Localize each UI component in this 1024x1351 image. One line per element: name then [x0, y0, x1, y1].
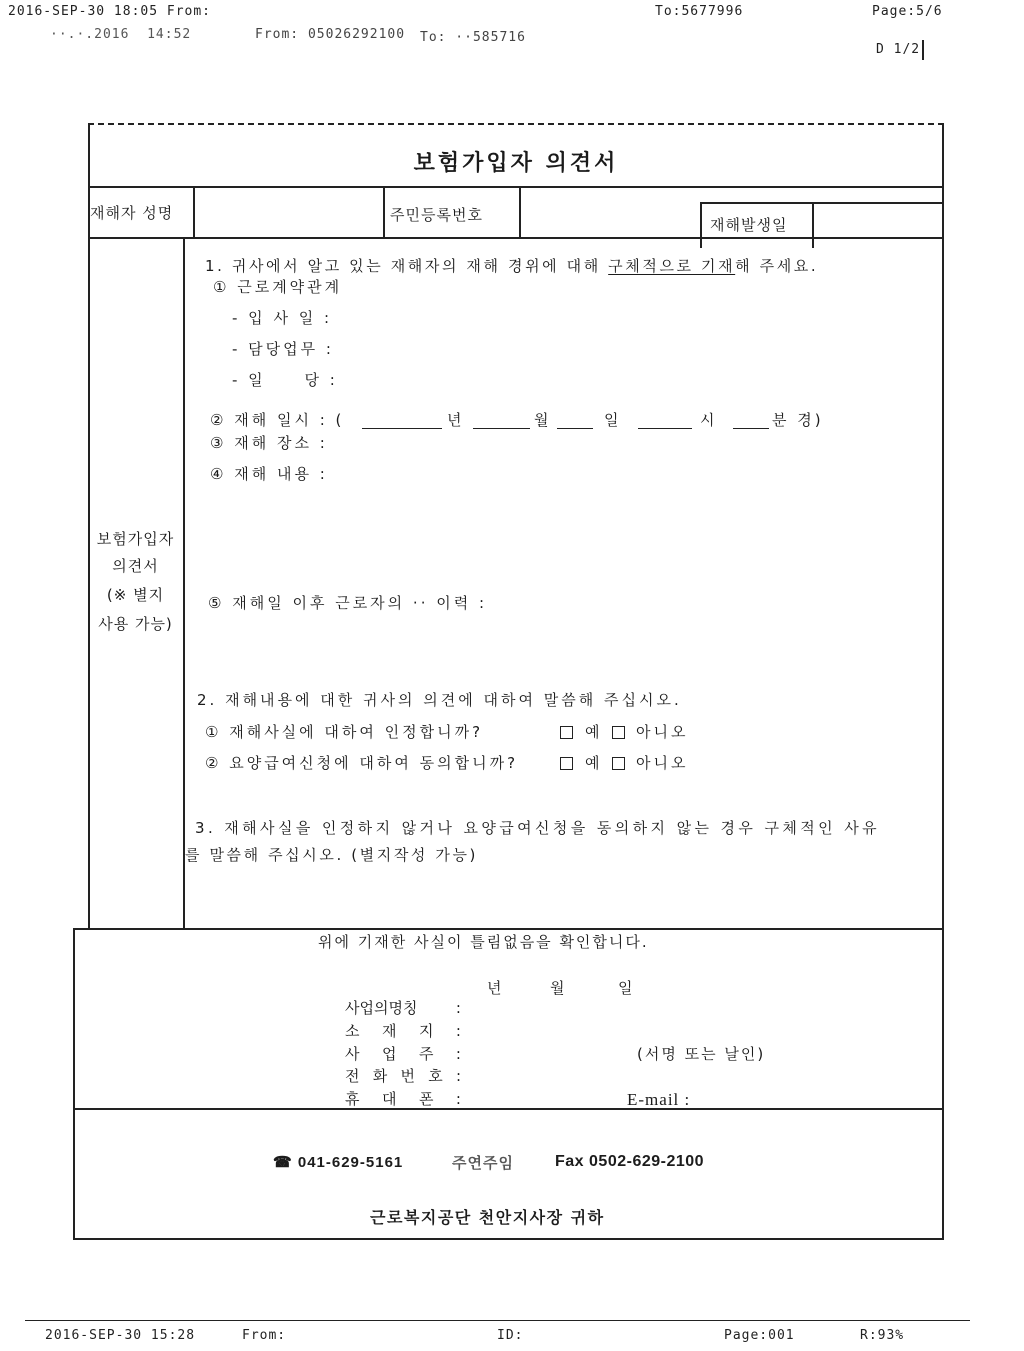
- fax-footer-id: ID:: [497, 1328, 524, 1343]
- q2-no-checkbox[interactable]: [612, 757, 625, 770]
- owner-label: 사 업 주 :: [345, 1045, 461, 1063]
- minute-unit: 분 경): [772, 411, 824, 429]
- recipient-line: 근로복지공단 천안지사장 귀하: [370, 1208, 605, 1227]
- victim-name-label: 재해자 성명: [90, 204, 174, 222]
- hour-blank: [638, 428, 692, 429]
- accident-datetime-label: ② 재해 일시 : (: [210, 411, 345, 429]
- title-divider: [88, 186, 944, 188]
- hour-unit: 시: [700, 411, 718, 429]
- q1-yes-checkbox[interactable]: [560, 726, 573, 739]
- daily-wage-field: - 일 당 :: [232, 371, 338, 389]
- row1-bottom-border: [88, 237, 944, 239]
- side-label-line: 의견서: [112, 557, 159, 575]
- accident-date-label: 재해발생일: [710, 216, 788, 234]
- section1-heading-underlined: 구체적으로 기재: [608, 257, 736, 275]
- side-label-divider: [183, 237, 185, 928]
- section1-heading: [205, 257, 818, 275]
- section1-heading-pre: 1. 귀사에서 알고 있는 재해자의 재해 경위에 대해: [205, 257, 609, 275]
- contact-staff: 주연주임: [452, 1154, 514, 1172]
- confirmation-top-border: [73, 928, 944, 930]
- fax-footer-divider: [25, 1320, 970, 1321]
- section3-heading-line2: 를 말씀해 주십시오. (별지작성 가능): [185, 846, 479, 864]
- fax-prev-stamp: ··.·.2016 14:52: [50, 27, 192, 42]
- year-unit: 년: [447, 411, 465, 429]
- q2-yes-checkbox[interactable]: [560, 757, 573, 770]
- fax-sent-stamp: 2016-SEP-30 18:05 From:: [8, 4, 212, 19]
- contact-phone: ☎ 041-629-5161: [273, 1154, 404, 1171]
- business-name-label: 사업의명칭 :: [345, 999, 461, 1017]
- year-blank: [362, 428, 442, 429]
- mobile-label: 휴 대 폰 :: [345, 1090, 461, 1108]
- row1-divider: [700, 202, 702, 248]
- document-page-mark: D 1/2: [876, 42, 921, 57]
- contact-top-border: [73, 1108, 944, 1110]
- row1-divider: [193, 186, 195, 237]
- confirmation-month: 월: [550, 979, 568, 997]
- section2-heading: 2. 재해내용에 대한 귀사의 의견에 대하여 말씀해 주십시오.: [197, 691, 682, 709]
- question-acknowledge-accident: ① 재해사실에 대하여 인정합니까?: [205, 723, 484, 741]
- q1-no-label: 아니오: [636, 723, 689, 741]
- day-blank: [557, 428, 593, 429]
- hire-date-field: - 입 사 일 :: [232, 309, 333, 327]
- row1-divider: [700, 202, 944, 204]
- month-unit: 월: [534, 411, 552, 429]
- confirmation-statement: 위에 기재한 사실이 틀림없음을 확인합니다.: [318, 933, 649, 951]
- form-bottom-border: [73, 1238, 944, 1240]
- form-left-border: [88, 123, 90, 928]
- fax-footer-page: Page:001: [724, 1328, 795, 1343]
- fax-footer-from: From:: [242, 1328, 287, 1343]
- fax-page-count: Page:5/6: [872, 4, 943, 19]
- q2-yes-label: 예: [585, 754, 603, 772]
- form-title: 보험가입자 의견서: [413, 151, 619, 176]
- row1-divider: [383, 188, 385, 237]
- resident-number-label: 주민등록번호: [390, 206, 483, 224]
- fax-footer-resolution: R:93%: [860, 1328, 905, 1343]
- page-mark-bar: [922, 40, 924, 60]
- month-blank: [473, 428, 530, 429]
- question-agree-medical-claim: ② 요양급여신청에 대하여 동의합니까?: [205, 754, 519, 772]
- fax-footer-stamp: 2016-SEP-30 15:28: [45, 1328, 196, 1343]
- fax-to-number: To:5677996: [655, 4, 744, 19]
- row1-divider: [812, 202, 814, 248]
- phone-label: 전 화 번 호 :: [345, 1067, 461, 1085]
- side-label-line: 사용 가능): [98, 615, 173, 633]
- fax-prev-from: From: 05026292100: [255, 27, 406, 42]
- contact-fax: Fax 0502-629-2100: [555, 1153, 705, 1170]
- fax-prev-to: To: ··585716: [420, 30, 526, 45]
- email-label: E-mail :: [627, 1090, 691, 1109]
- section3-heading-line1: 3. 재해사실을 인정하지 않거나 요양급여신청을 동의하지 않는 경우 구체적인 사유: [195, 819, 880, 837]
- minute-blank: [733, 428, 769, 429]
- signature-note: (서명 또는 날인): [637, 1045, 766, 1063]
- q1-yes-label: 예: [585, 723, 603, 741]
- form-top-border: [88, 123, 944, 125]
- post-accident-history-field: ⑤ 재해일 이후 근로자의 ·· 이력 :: [208, 594, 488, 612]
- q1-no-checkbox[interactable]: [612, 726, 625, 739]
- confirmation-year: 년: [487, 979, 505, 997]
- side-label-line: 보험가입자: [96, 530, 175, 548]
- day-unit: 일: [604, 411, 622, 429]
- side-label-line: (※ 별지: [106, 586, 165, 604]
- duties-field: - 담당업무 :: [232, 340, 334, 358]
- accident-details-field: ④ 재해 내용 :: [210, 465, 328, 483]
- row1-divider: [519, 188, 521, 237]
- confirmation-left-border: [73, 928, 75, 1238]
- employment-relation-item: ① 근로계약관계: [213, 278, 343, 296]
- form-right-border: [942, 123, 944, 1238]
- location-label: 소 재 지 :: [345, 1022, 461, 1040]
- confirmation-day: 일: [618, 979, 636, 997]
- accident-place-field: ③ 재해 장소 :: [210, 434, 328, 452]
- q2-no-label: 아니오: [636, 754, 689, 772]
- section1-heading-post: 해 주세요.: [735, 257, 819, 275]
